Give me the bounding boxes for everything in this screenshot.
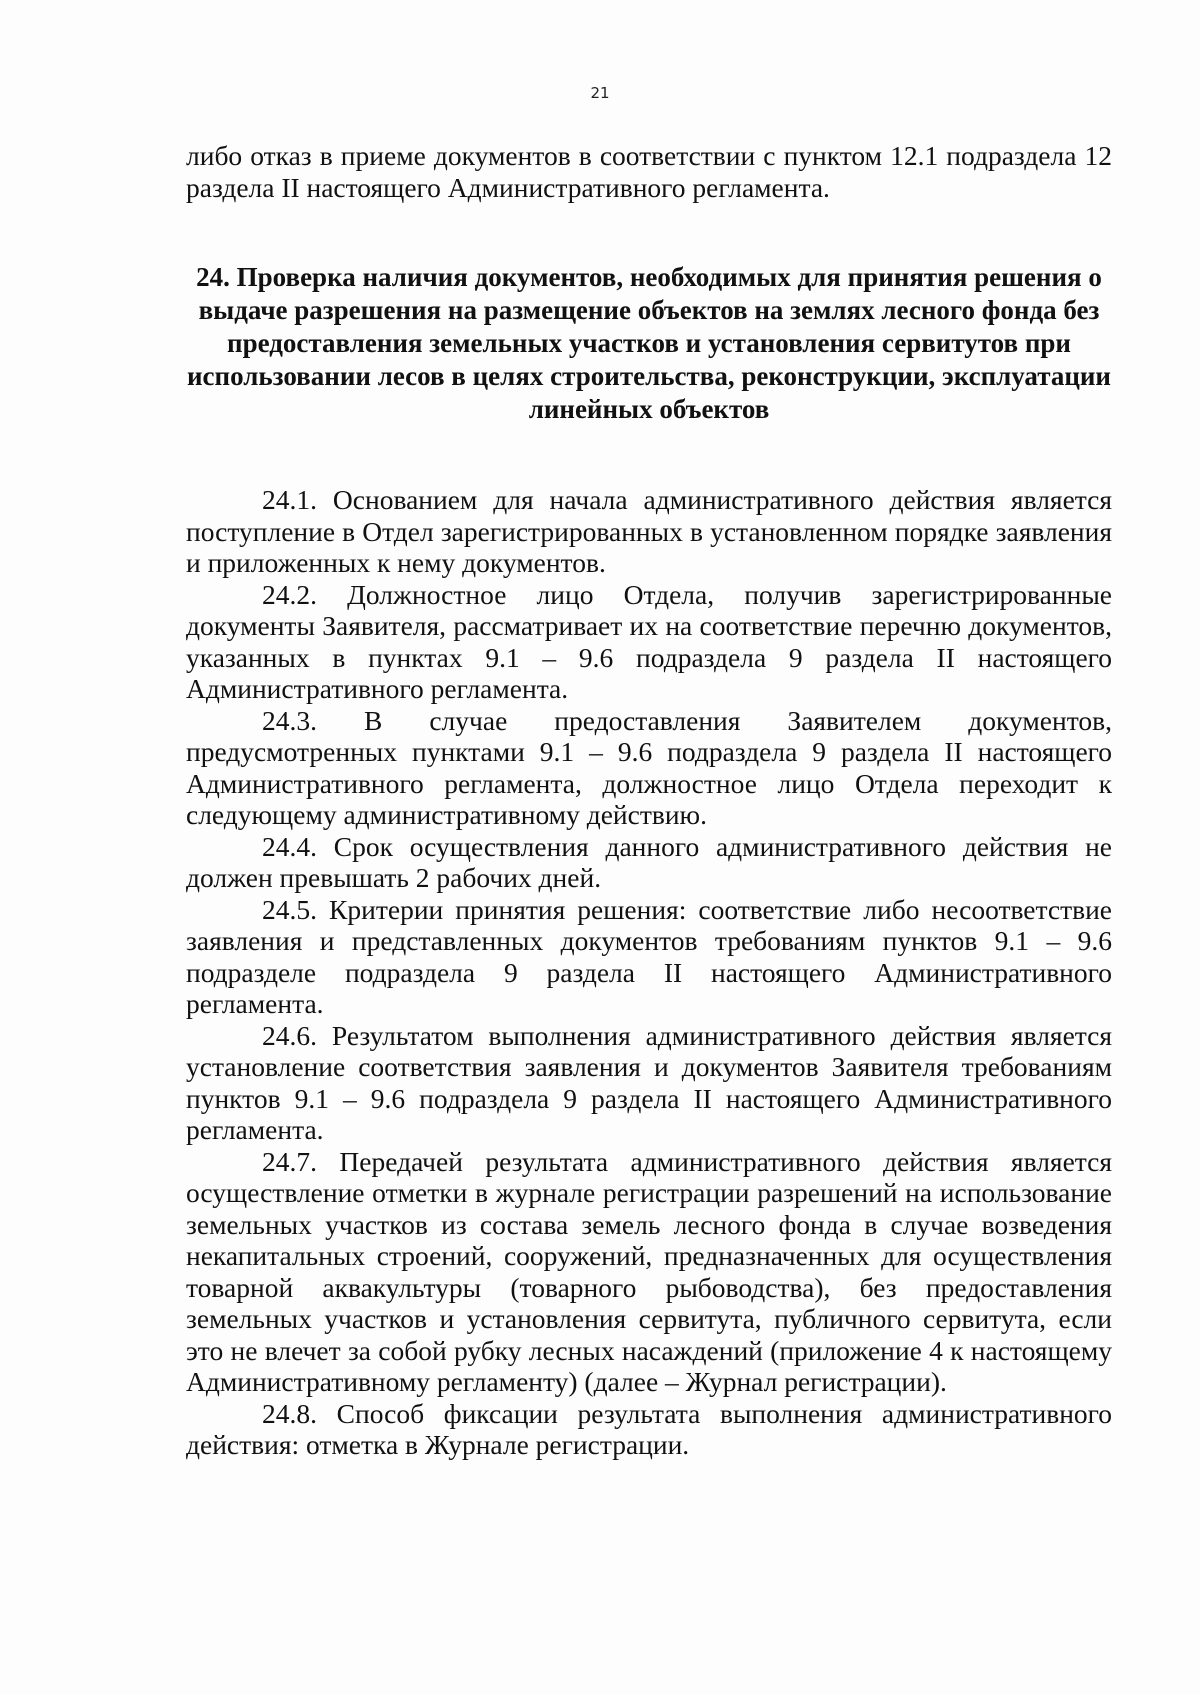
page-number: 21: [590, 84, 610, 102]
paragraph-24-7: 24.7. Передачей результата административного действия является осуществление отметки в журнале регистрации разрешений на использование земельных участков из состава земель лесного фонда в случае возведения некапитальных строений, сооружений, предназначенных для осуществления товарной аквакультуры (товарного рыбоводства), без предоставления земельных участков и установления сервитута, публичного сервитута, если это не влечет за собой рубку лесных насаждений (приложение 4 к настоящему Административному регламенту) (далее – Журнал регистрации).: [186, 1145, 1112, 1397]
intro-paragraph: либо отказ в приеме документов в соответствии с пунктом 12.1 подраздела 12 раздела II настоящего Административного регламента.: [186, 140, 1112, 203]
paragraph-24-1: 24.1. Основанием для начала административного действия является поступление в Отдел зарегистрированных в установленном порядке заявления и приложенных к нему документов.: [186, 484, 1112, 578]
paragraph-24-2: 24.2. Должностное лицо Отдела, получив зарегистрированные документы Заявителя, рассматривает их на соответствие перечню документов, указанных в пунктах 9.1 – 9.6 подраздела 9 раздела II настоящего Административного регламента.: [186, 578, 1112, 704]
paragraph-24-5: 24.5. Критерии принятия решения: соответствие либо несоответствие заявления и представленных документов требованиям пунктов 9.1 – 9.6 подразделе подраздела 9 раздела II настоящего Административного регламента.: [186, 893, 1112, 1019]
document-body: [186, 140, 1112, 1461]
paragraph-24-6: 24.6. Результатом выполнения административного действия является установление соответствия заявления и документов Заявителя требованиям пунктов 9.1 – 9.6 подраздела 9 раздела II настоящего Административного регламента.: [186, 1019, 1112, 1145]
paragraph-24-3: 24.3. В случае предоставления Заявителем документов, предусмотренных пунктами 9.1 – 9.6 подраздела 9 раздела II настоящего Административного регламента, должностное лицо Отдела переходит к следующему административному действию.: [186, 704, 1112, 830]
paragraph-24-4: 24.4. Срок осуществления данного административного действия не должен превышать 2 рабочих дней.: [186, 830, 1112, 893]
paragraph-24-8: 24.8. Способ фиксации результата выполнения административного действия: отметка в Журнале регистрации.: [186, 1397, 1112, 1460]
section-heading: 24. Проверка наличия документов, необходимых для принятия решения о выдаче разрешения на размещение объектов на землях лесного фонда без предоставления земельных участков и установления сервитутов при использовании лесов в целях строительства, реконструкции, эксплуатации линейных объектов: [187, 262, 1111, 424]
